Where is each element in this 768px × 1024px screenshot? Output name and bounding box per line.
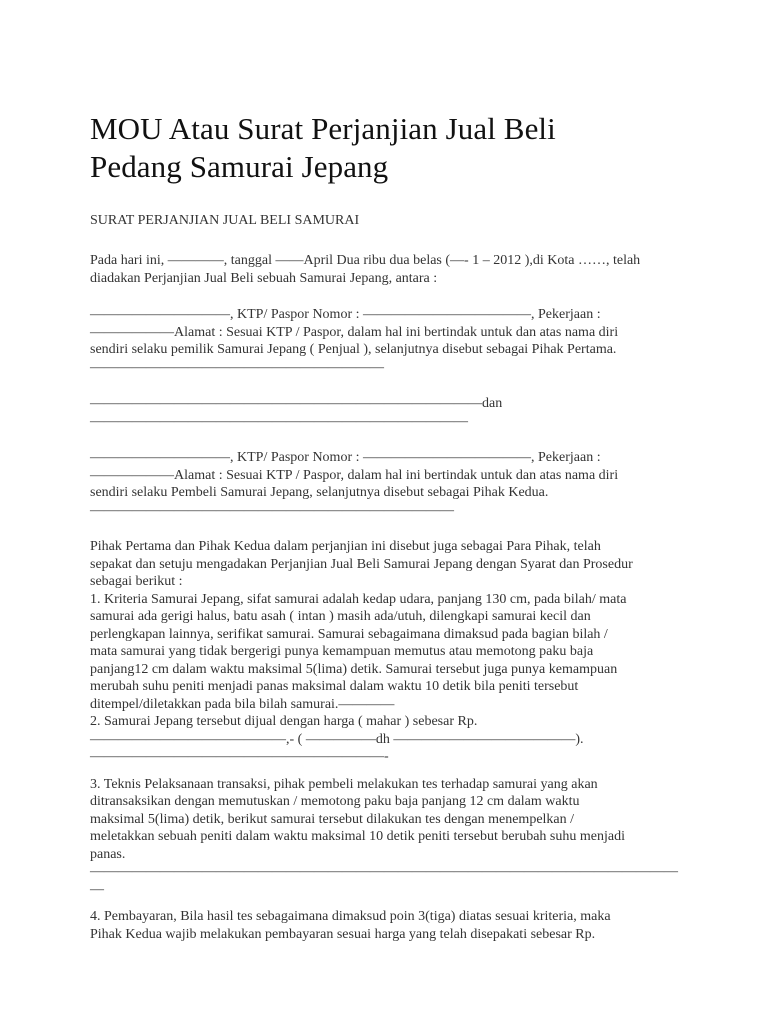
document-subtitle: SURAT PERJANJIAN JUAL BELI SAMURAI xyxy=(90,213,360,228)
title-line-1: MOU Atau Surat Perjanjian Jual Beli xyxy=(90,111,556,146)
paragraph-opening: Pada hari ini, ————, tanggal ——April Dua ribu dua belas (—- 1 – 2012 ),di Kota ……, telah diadakan Perjanjian Jual Beli sebuah Samurai Jepang, antara : xyxy=(90,253,641,286)
paragraph-point-4: 4. Pembayaran, Bila hasil tes sebagaimana dimaksud poin 3(tiga) diatas sesuai kriteria, maka Pihak Kedua wajib melakukan pembayaran sesuai harga yang telah disepakati sebesar Rp. xyxy=(90,909,611,942)
paragraph-terms: Pihak Pertama dan Pihak Kedua dalam perjanjian ini disebut juga sebagai Para Pihak, telah sepakat dan setuju mengadakan Perjanjian Jual Beli Samurai Jepang dengan Syarat dan Prosedur sebagai berikut : 1. Kriteria Samurai Jepang, sifat samurai adalah kedap udara, panjang 130 cm, pada bilah/ mata samurai ada gerigi halus, batu asah ( intan ) masih ada/utuh, dilengkapi samurai kecil dan perlengkapan lainnya, serifikat samurai. Samurai sebagaimana dimaksud pada bagian bilah / mata samurai yang tidak bergerigi punya kemampuan memutus atau memotong paku baja panjang12 cm dalam waktu maksimal 5(lima) detik. Samurai tersebut juga punya kemampuan merubah suhu peniti menjadi panas maksimal dalam waktu 10 detik bila peniti tersebut ditempel/diletakkan pada bila bilah samurai.———— 2. Samurai Jepang tersebut dijual dengan harga ( mahar ) sebesar Rp. ——————————————,- ( —————dh —————————————). —————————————————————- xyxy=(90,539,633,764)
document-title xyxy=(90,110,690,186)
title-line-2: Pedang Samurai Jepang xyxy=(90,149,389,184)
paragraph-and-separator: ————————————————————————————dan ——————————————————————————— xyxy=(90,396,503,429)
paragraph-first-party: ——————————, KTP/ Paspor Nomor : ————————————, Pekerjaan : ——————Alamat : Sesuai KTP / Paspor, dalam hal ini bertindak untuk dan atas nama diri sendiri selaku pemilik Samurai Jepang ( Penjual ), selanjutnya disebut sebagai Pihak Pertama. ————————————————————— xyxy=(90,307,619,375)
paragraph-point-3: 3. Teknis Pelaksanaan transaksi, pihak pembeli melakukan tes terhadap samurai yang akan ditransaksikan dengan memutuskan / memotong paku baja panjang 12 cm dalam waktu maksimal 5(lima) detik, berikut samurai tersebut dilakukan tes dengan menempelkan / meletakkan sebuah peniti dalam waktu maksimal 10 detik peniti tersebut berubah suhu menjadi panas. —————————————————————————————————————————— — xyxy=(90,776,678,897)
paragraph-second-party: ——————————, KTP/ Paspor Nomor : ————————————, Pekerjaan : ——————Alamat : Sesuai KTP / Paspor, dalam hal ini bertindak untuk dan atas nama diri sendiri selaku Pembeli Samurai Jepang, selanjutnya disebut sebagai Pihak Kedua. —————————————————————————— xyxy=(90,450,619,518)
document-page xyxy=(90,110,690,943)
